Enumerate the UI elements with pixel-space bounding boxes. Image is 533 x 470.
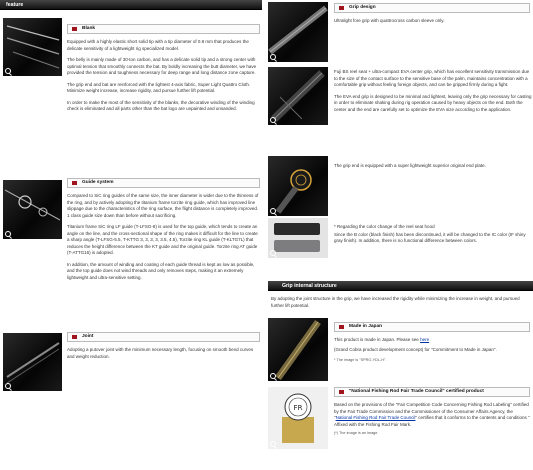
zoom-icon[interactable] (5, 383, 11, 389)
blank-heading: Blank (67, 24, 260, 34)
zoom-icon[interactable] (270, 54, 276, 60)
blank-paragraph: Equipped with a highly elastic short solid tip with a tip diameter of 0.8 mm that produces the delicate sensitivity of a lightweight rig specialized model. (67, 39, 249, 51)
reel-seat-note: * Regarding the color change of the reel seat hood (334, 224, 435, 229)
zoom-icon[interactable] (270, 208, 276, 214)
reel-seat-colors-graphic (268, 218, 328, 258)
blank-text (67, 39, 261, 118)
reel-seat-color-image[interactable] (268, 218, 328, 258)
grip-paragraph: The EVA end grip is designed to be minimal and lightest, leaving only the grip necessary for casting in order to eliminate shaking during rig operation caused by heavy objects on the end. Both the center and the end are carefully set to optimize the EVA size according to the application. (334, 93, 532, 112)
grip-image-fore[interactable] (268, 2, 328, 62)
zoom-icon[interactable] (270, 441, 276, 447)
made-in-japan-image[interactable] (268, 318, 328, 381)
grip-paragraph: Fuji BS reel seat + ultra-compact EVA center grip, which has excellent sensitivity transmission due to the size of the contact surface to the sensitive base of the palm, maintains concentration with a comfortable grip without feeling foreign objects, and can be gripped firmly during a fight. (334, 69, 530, 88)
zoom-icon[interactable] (270, 117, 276, 123)
made-in-japan-text (334, 337, 532, 344)
here-link[interactable]: here (420, 337, 430, 342)
grip-design-heading: Grip design (334, 3, 530, 13)
joint-heading: Joint (67, 332, 260, 342)
feature-bar: feature (0, 0, 262, 10)
guide-paragraph: Titanium frame SiC ring LF guide (T-LFSG-8) is used for the top guide, which tends to create an angle on the line, and the cross-sectional shape of the ring makes it difficult for the line to create a sharp angle (T-LFSG-5.5, T-KTTG 3, 3, 3, 3, 3.5, 4.5), Torzite ring KL guide (T-KLTG7L) that reduces the height difference between the KT guide and the original guide. Torzite ring AT guide (T-ATTG16) is adopted. (67, 224, 258, 256)
fore-grip-graphic (268, 2, 328, 62)
grip-image-end[interactable] (268, 156, 328, 216)
zoom-icon[interactable] (5, 68, 11, 74)
reel-seat-graphic (268, 67, 328, 125)
fair-trade-heading: "National Fishing Rod Fair Trade Council" certified product (334, 387, 530, 397)
zoom-icon[interactable] (270, 373, 276, 379)
guide-image[interactable] (3, 180, 62, 239)
rod-blank-graphic (3, 18, 62, 76)
made-in-japan-line2: (Grand Cobra product development concept) for "Commitment to Made in Japan". (334, 346, 497, 352)
grip-internal-text: By adopting the joint structure in the grip, we have increased the rigidity while minimizing the increase in weight, and pursued further lift potential. (271, 296, 520, 308)
guide-heading: Guide system (67, 178, 260, 188)
guide-paragraph: In addition, the amount of winding and coating of each guide thread is kept as low as possible, and the top guide does not wind threads and only removes steps, making it an extremely lightweight and ultra-sensitive setting. (67, 261, 255, 280)
end-plate-graphic (268, 156, 328, 216)
fair-mark-image[interactable] (268, 387, 328, 449)
joint-graphic (3, 333, 62, 391)
blank-paragraph: In order to make the most of the sensitivity of the blanks, the decorative winding of the winding check is eliminated and all parts other than the bat logo are unpainted and unsanded. (67, 99, 255, 112)
grip-image-center[interactable] (268, 67, 328, 125)
reel-seat-text: Since the B color (black finish) has been discontinued, it will be changed to the IC color (IF shiny gray finish). In addition, there is no functional difference between colors. (334, 231, 526, 244)
fair-mark-graphic (268, 387, 328, 449)
grip-internal-title: Grip internal structure (282, 283, 337, 289)
guide-paragraph: Compared to SiC ring guides of the same size, the inner diameter is wider due to the thinness of the ring, and by actively adopting the titanium frame torzite ring guide, which has improved line slippage due to the characteristics of the ring surface, the flight distance is completely improved. 1 class guide size down than before without sacrificing. (67, 193, 259, 218)
grip-paragraph: Ultralight fore grip with quattrocross carbon sleeve only. (334, 18, 445, 23)
joint-paragraph: Adopting a putover joint with the minimum necessary length, focusing on smooth bend curves and weight reduction. (67, 347, 254, 359)
joint-image[interactable] (3, 333, 62, 391)
joint-text (67, 347, 261, 365)
fair-trade-text (334, 402, 532, 428)
rod-label-graphic (268, 318, 328, 381)
made-in-japan-prefix: This product is made in Japan. Please see (334, 337, 421, 342)
blank-image[interactable] (3, 18, 62, 76)
blank-paragraph: The grip end and bat are reinforced with the lightest 4-axis fabric, Super Light Quattro Cloth. Minimize weight increase, increase rigidity, and pursue further lift potential. (67, 81, 251, 94)
guide-graphic (3, 180, 62, 239)
fair-trade-caption: (*) The image is an image. (334, 431, 379, 436)
made-in-japan-caption: * The image is "SPRO-YDL-H". (334, 358, 387, 363)
guide-text (67, 193, 261, 286)
fair-trade-prefix: Based on the provisions of the "Fair Competition Code Concerning Fishing Rod Labeling" certified by the Fair Trade Commission and the Commissioner of the Consumer Affairs Agency, the " (334, 402, 529, 421)
fair-trade-suffix: " certifies that it conforms to the contents and conditions " Affixed with the Fishing Rod Fair Mark. (334, 415, 530, 427)
zoom-icon[interactable] (270, 250, 276, 256)
grip-paragraph: The grip end is equipped with a super lightweight superior original end plate. (334, 163, 486, 168)
left-column (0, 0, 262, 359)
fair-trade-council-link[interactable]: National Fishing Rod Fair Trade Council (335, 415, 416, 421)
blank-paragraph: The belly is mainly made of 30-ton carbon, and has a delicate solid tip and a strong center with optimal tension that smoothly connects the bat. By boldly increasing the butt diameter, we have provided the tension and toughness necessary for deep range and long distance zone capture. (67, 57, 257, 76)
svg-text:FR: FR (293, 404, 303, 412)
made-in-japan-heading: Made in Japan (334, 322, 530, 332)
zoom-icon[interactable] (5, 231, 11, 237)
grip-internal-bar (268, 281, 533, 291)
